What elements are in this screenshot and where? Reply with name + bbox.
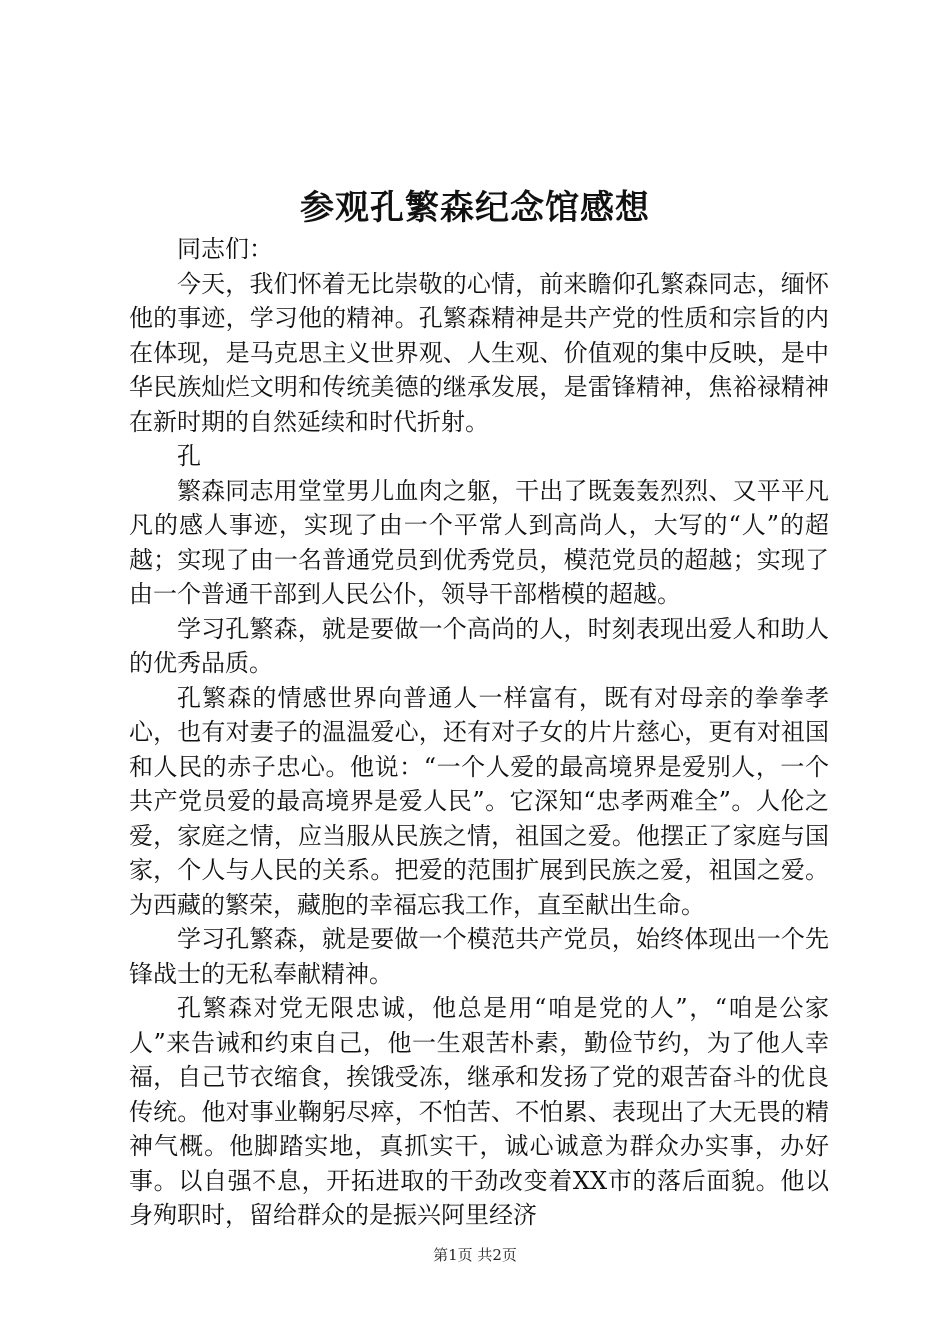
paragraph: 学习孔繁森，就是要做一个高尚的人，时刻表现出爱人和助人的优秀品质。 (129, 614, 829, 677)
paragraph: 孔 (177, 442, 201, 470)
paragraph: 孔繁森对党无限忠诚，他总是用“咱是党的人”，“咱是公家人”来告诫和约束自己，他一生艰苦朴素，勤俭节约，为了他人幸福，自己节衣缩食，挨饿受冻，继承和发扬了党的艰苦奋斗的优良传统。他对事业鞠躬尽瘁，不怕苦、不怕累、表现出了大无畏的精神气概。他脚踏实地，真抓实干，诚心诚意为群众办实事，办好事。以自强不息，开拓进取的干劲改变着XX市的落后面貌。他以身殉职时，留给群众的是振兴阿里经济 (129, 994, 829, 1229)
document-body (129, 232, 829, 1233)
page-number-footer: 第1页 共2页 (433, 1246, 517, 1264)
paragraph: 孔繁森的情感世界向普通人一样富有，既有对母亲的拳拳孝心，也有对妻子的温温爱心，还有对子女的片片慈心，更有对祖国和人民的赤子忠心。他说：“一个人爱的最高境界是爱别人，一个共产党员爱的最高境界是爱人民”。它深知“忠孝两难全”。人伦之爱，家庭之情，应当服从民族之情，祖国之爱。他摆正了家庭与国家，个人与人民的关系。把爱的范围扩展到民族之爱，祖国之爱。为西藏的繁荣，藏胞的幸福忘我工作，直至献出生命。 (129, 683, 829, 919)
paragraph: 今天，我们怀着无比崇敬的心情，前来瞻仰孔繁森同志，缅怀他的事迹，学习他的精神。孔繁森精神是共产党的性质和宗旨的内在体现，是马克思主义世界观、人生观、价值观的集中反映，是中华民族灿烂文明和传统美德的继承发展，是雷锋精神，焦裕禄精神在新时期的自然延续和时代折射。 (129, 269, 829, 436)
paragraph: 繁森同志用堂堂男儿血肉之躯，干出了既轰轰烈烈、又平平凡凡的感人事迹，实现了由一个平常人到高尚人，大写的“人”的超越；实现了由一名普通党员到优秀党员，模范党员的超越；实现了由一个普通干部到人民公仆，领导干部楷模的超越。 (129, 476, 829, 608)
page-title: 参观孔繁森纪念馆感想 (300, 188, 650, 228)
paragraph: 学习孔繁森，就是要做一个模范共产党员，始终体现出一个先锋战士的无私奉献精神。 (129, 925, 829, 988)
salutation: 同志们： (177, 235, 273, 263)
